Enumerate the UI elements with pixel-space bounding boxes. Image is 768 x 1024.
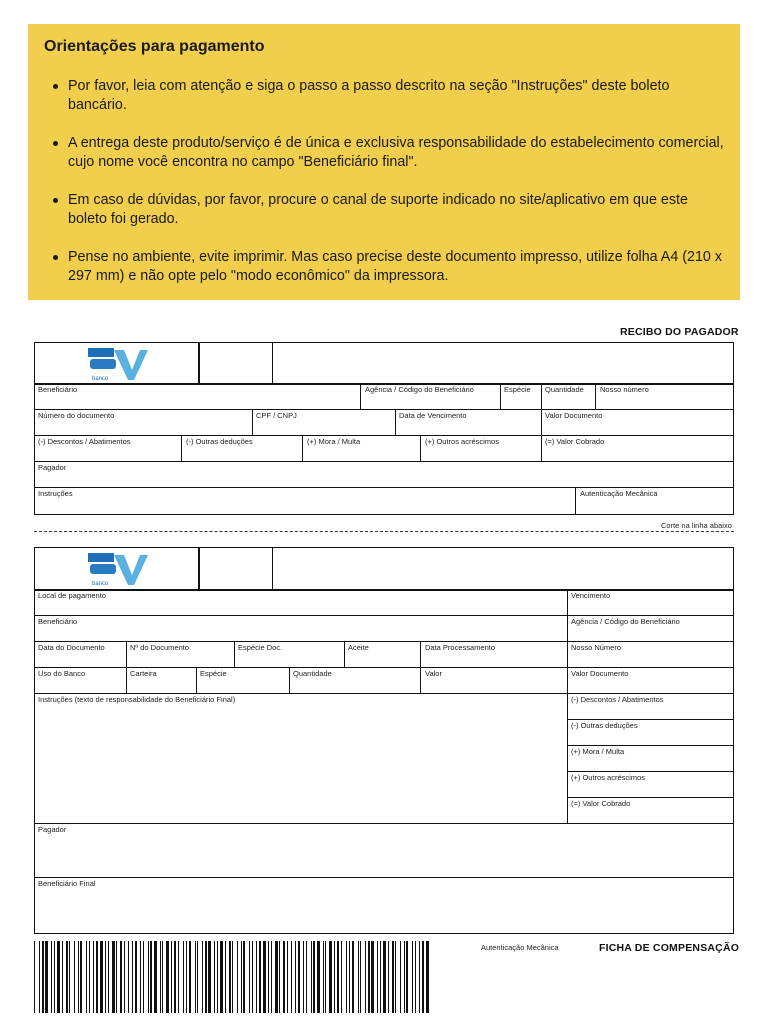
- barcode-bar: [311, 941, 312, 1013]
- barcode-bar: [93, 941, 94, 1013]
- barcode-bar: [135, 941, 137, 1013]
- barcode-bar: [325, 941, 326, 1013]
- barcode-bar: [160, 941, 161, 1013]
- barcode-bar: [256, 941, 257, 1013]
- barcode-bar: [368, 941, 370, 1013]
- barcode-bar: [189, 941, 191, 1013]
- field-label: Nº do Documento: [130, 643, 190, 652]
- barcode-bar: [243, 941, 245, 1013]
- barcode-bar: [208, 941, 211, 1013]
- barcode-bar: [51, 941, 52, 1013]
- barcode-bar: [112, 941, 115, 1013]
- field-label: (-) Outras deduções: [186, 437, 253, 446]
- cut-line: [34, 531, 734, 532]
- barcode-bar: [313, 941, 315, 1013]
- barcode-bar: [341, 941, 342, 1013]
- barcode-bar: [143, 941, 144, 1013]
- field-label: Instruções: [38, 489, 73, 498]
- barcode-bar: [400, 941, 401, 1013]
- field-label: Agência / Código do Beneficiário: [365, 385, 474, 394]
- barcode-bar: [287, 941, 288, 1013]
- barcode-bar: [214, 941, 215, 1013]
- field-label: Quantidade: [545, 385, 584, 394]
- barcode-bar: [395, 941, 396, 1013]
- barcode-bar: [89, 941, 90, 1013]
- barcode-bar: [74, 941, 75, 1013]
- barcode-bar: [220, 941, 223, 1013]
- guideline-item: Pense no ambiente, evite imprimir. Mas caso precise deste documento impresso, utilize folha A4 (210 x 297 mm) e não opte pelo "modo econômico" da impressora.: [50, 248, 730, 286]
- field-label: CPF / CNPJ: [256, 411, 297, 420]
- barcode-bar: [54, 941, 55, 1013]
- barcode-bar: [202, 941, 203, 1013]
- barcode-bar: [252, 941, 253, 1013]
- field-label: Pagador: [38, 825, 67, 834]
- barcode-bar: [42, 941, 44, 1013]
- field-label: Data do Documento: [38, 643, 105, 652]
- barcode-bar: [197, 941, 198, 1013]
- field-label: Espécie: [504, 385, 531, 394]
- logo-text: banco: [92, 581, 109, 587]
- field-label: (-) Outras deduções: [571, 721, 638, 730]
- barcode-bar: [263, 941, 266, 1013]
- barcode-bar: [268, 941, 269, 1013]
- field-label: Valor: [425, 669, 442, 678]
- field-label: Beneficiário: [38, 617, 78, 626]
- barcode-bar: [225, 941, 226, 1013]
- logo-text: banco: [92, 376, 109, 382]
- barcode-bar: [422, 941, 424, 1013]
- field-label: (+) Outros acréscimos: [571, 773, 645, 782]
- bank-logo: [86, 346, 150, 384]
- field-label: (=) Valor Cobrado: [571, 799, 631, 808]
- barcode-bar: [415, 941, 416, 1013]
- logo-bar: [88, 553, 114, 562]
- barcode-bar: [45, 941, 48, 1013]
- barcode-bar: [57, 941, 60, 1013]
- barcode-bar: [237, 941, 238, 1013]
- barcode-bar: [352, 941, 354, 1013]
- barcode-bar: [116, 941, 117, 1013]
- barcode-bar: [195, 941, 196, 1013]
- field-label: (-) Descontos / Abatimentos: [38, 437, 131, 446]
- guideline-item: Em caso de dúvidas, por favor, procure o canal de suporte indicado no site/aplicativo em que este boleto foi gerado.: [50, 191, 730, 229]
- guidelines-list: [50, 77, 730, 305]
- field-label: (+) Mora / Multa: [571, 747, 625, 756]
- field-label: Agência / Código do Beneficiário: [571, 617, 680, 626]
- barcode-bar: [205, 941, 207, 1013]
- field-label: Data Processamento: [425, 643, 496, 652]
- field-label: Beneficiário: [38, 385, 78, 394]
- barcode-bar: [377, 941, 378, 1013]
- barcode-bar: [120, 941, 122, 1013]
- barcode-bar: [283, 941, 285, 1013]
- barcode-bar: [298, 941, 300, 1013]
- barcode-bar: [275, 941, 278, 1013]
- barcode-bar: [183, 941, 184, 1013]
- barcode-bar: [306, 941, 307, 1013]
- barcode-bar: [419, 941, 420, 1013]
- barcode-bar: [241, 941, 242, 1013]
- barcode-bar: [166, 941, 169, 1013]
- field-label: Espécie: [200, 669, 227, 678]
- barcode-bar: [249, 941, 250, 1013]
- barcode-bar: [124, 941, 125, 1013]
- barcode-bar: [317, 941, 320, 1013]
- barcode-bar: [132, 941, 133, 1013]
- field-label: Instruções (texto de responsabilidade do Beneficiário Final): [38, 695, 236, 704]
- logo-v: [114, 350, 148, 380]
- cut-line-label: Corte na linha abaixo: [661, 521, 732, 530]
- barcode-bar: [186, 941, 187, 1013]
- field-label: Nosso Número: [571, 643, 622, 652]
- barcode-bar: [150, 941, 152, 1013]
- barcode-bar: [371, 941, 374, 1013]
- guideline-item: Por favor, leia com atenção e siga o passo a passo descrito na seção "Instruções" deste boleto bancário.: [50, 77, 730, 115]
- barcode-bar: [323, 941, 324, 1013]
- bank-logo: [86, 551, 150, 589]
- barcode-bar: [217, 941, 218, 1013]
- barcode-bar: [334, 941, 335, 1013]
- guidelines-title: Orientações para pagamento: [44, 38, 265, 55]
- field-label: Local de pagamento: [38, 591, 106, 600]
- barcode-bar: [380, 941, 381, 1013]
- field-label: (=) Valor Cobrado: [545, 437, 605, 446]
- barcode-bar: [78, 941, 79, 1013]
- slip-frame: [34, 547, 734, 934]
- barcode-bar: [291, 941, 292, 1013]
- logo-bar: [90, 359, 116, 369]
- barcode-bar: [337, 941, 339, 1013]
- field-label: (+) Mora / Multa: [307, 437, 361, 446]
- field-label: Autenticação Mecânica: [481, 943, 559, 952]
- barcode-bar: [66, 941, 68, 1013]
- field-label: Aceite: [348, 643, 369, 652]
- barcode-bar: [259, 941, 261, 1013]
- barcode-bar: [412, 941, 413, 1013]
- barcode-bar: [34, 941, 35, 1013]
- barcode-bar: [404, 941, 405, 1013]
- barcode-bar: [86, 941, 87, 1013]
- barcode-bar: [426, 941, 429, 1013]
- barcode-bar: [100, 941, 103, 1013]
- receipt-title: RECIBO DO PAGADOR: [620, 326, 739, 338]
- barcode-bar: [346, 941, 347, 1013]
- logo-bar: [90, 564, 116, 574]
- barcode-bar: [39, 941, 40, 1013]
- field-label: (-) Descontos / Abatimentos: [571, 695, 664, 704]
- field-label: Quantidade: [293, 669, 332, 678]
- barcode-bar: [108, 941, 109, 1013]
- barcode-bar: [229, 941, 231, 1013]
- barcode-bar: [171, 941, 172, 1013]
- logo-v: [114, 555, 148, 585]
- barcode-bar: [69, 941, 70, 1013]
- barcode-bar: [174, 941, 176, 1013]
- barcode-bar: [365, 941, 366, 1013]
- field-label: Nosso número: [600, 385, 649, 394]
- barcode-bar: [62, 941, 63, 1013]
- field-label: Autenticação Mecânica: [580, 489, 658, 498]
- field-label: Valor Documento: [571, 669, 629, 678]
- payment-guidelines-panel: [28, 24, 740, 300]
- logo-bar: [88, 348, 114, 357]
- field-label: Pagador: [38, 463, 67, 472]
- barcode-bar: [154, 941, 157, 1013]
- barcode-bar: [360, 941, 361, 1013]
- field-label: Carteira: [130, 669, 157, 678]
- barcode-bar: [329, 941, 332, 1013]
- barcode: [34, 941, 432, 1013]
- barcode-bar: [80, 941, 82, 1013]
- barcode-bar: [388, 941, 389, 1013]
- field-label: Valor Documento: [545, 411, 603, 420]
- barcode-bar: [279, 941, 280, 1013]
- barcode-bar: [383, 941, 386, 1013]
- barcode-bar: [349, 941, 350, 1013]
- guideline-item: A entrega deste produto/serviço é de única e exclusiva responsabilidade do estabelecimento comercial, cujo nome você encontra no campo "Beneficiário final".: [50, 134, 730, 172]
- barcode-bar: [96, 941, 98, 1013]
- barcode-bar: [140, 941, 141, 1013]
- field-label: (+) Outros acréscimos: [425, 437, 499, 446]
- barcode-bar: [148, 941, 149, 1013]
- barcode-bar: [178, 941, 179, 1013]
- barcode-bar: [392, 941, 394, 1013]
- field-label: Espécie Doc.: [238, 643, 283, 652]
- barcode-bar: [128, 941, 129, 1013]
- field-label: Número do documento: [38, 411, 115, 420]
- field-label: Vencimento: [571, 591, 611, 600]
- field-label: Data de Vencimento: [399, 411, 467, 420]
- slip-title: FICHA DE COMPENSAÇÃO: [599, 942, 740, 954]
- barcode-bar: [303, 941, 304, 1013]
- barcode-bar: [295, 941, 296, 1013]
- field-label: Beneficiário Final: [38, 879, 96, 888]
- barcode-bar: [406, 941, 408, 1013]
- barcode-bar: [232, 941, 233, 1013]
- barcode-bar: [162, 941, 163, 1013]
- barcode-bar: [105, 941, 106, 1013]
- field-label: Uso do Banco: [38, 669, 86, 678]
- barcode-bar: [358, 941, 359, 1013]
- barcode-bar: [271, 941, 272, 1013]
